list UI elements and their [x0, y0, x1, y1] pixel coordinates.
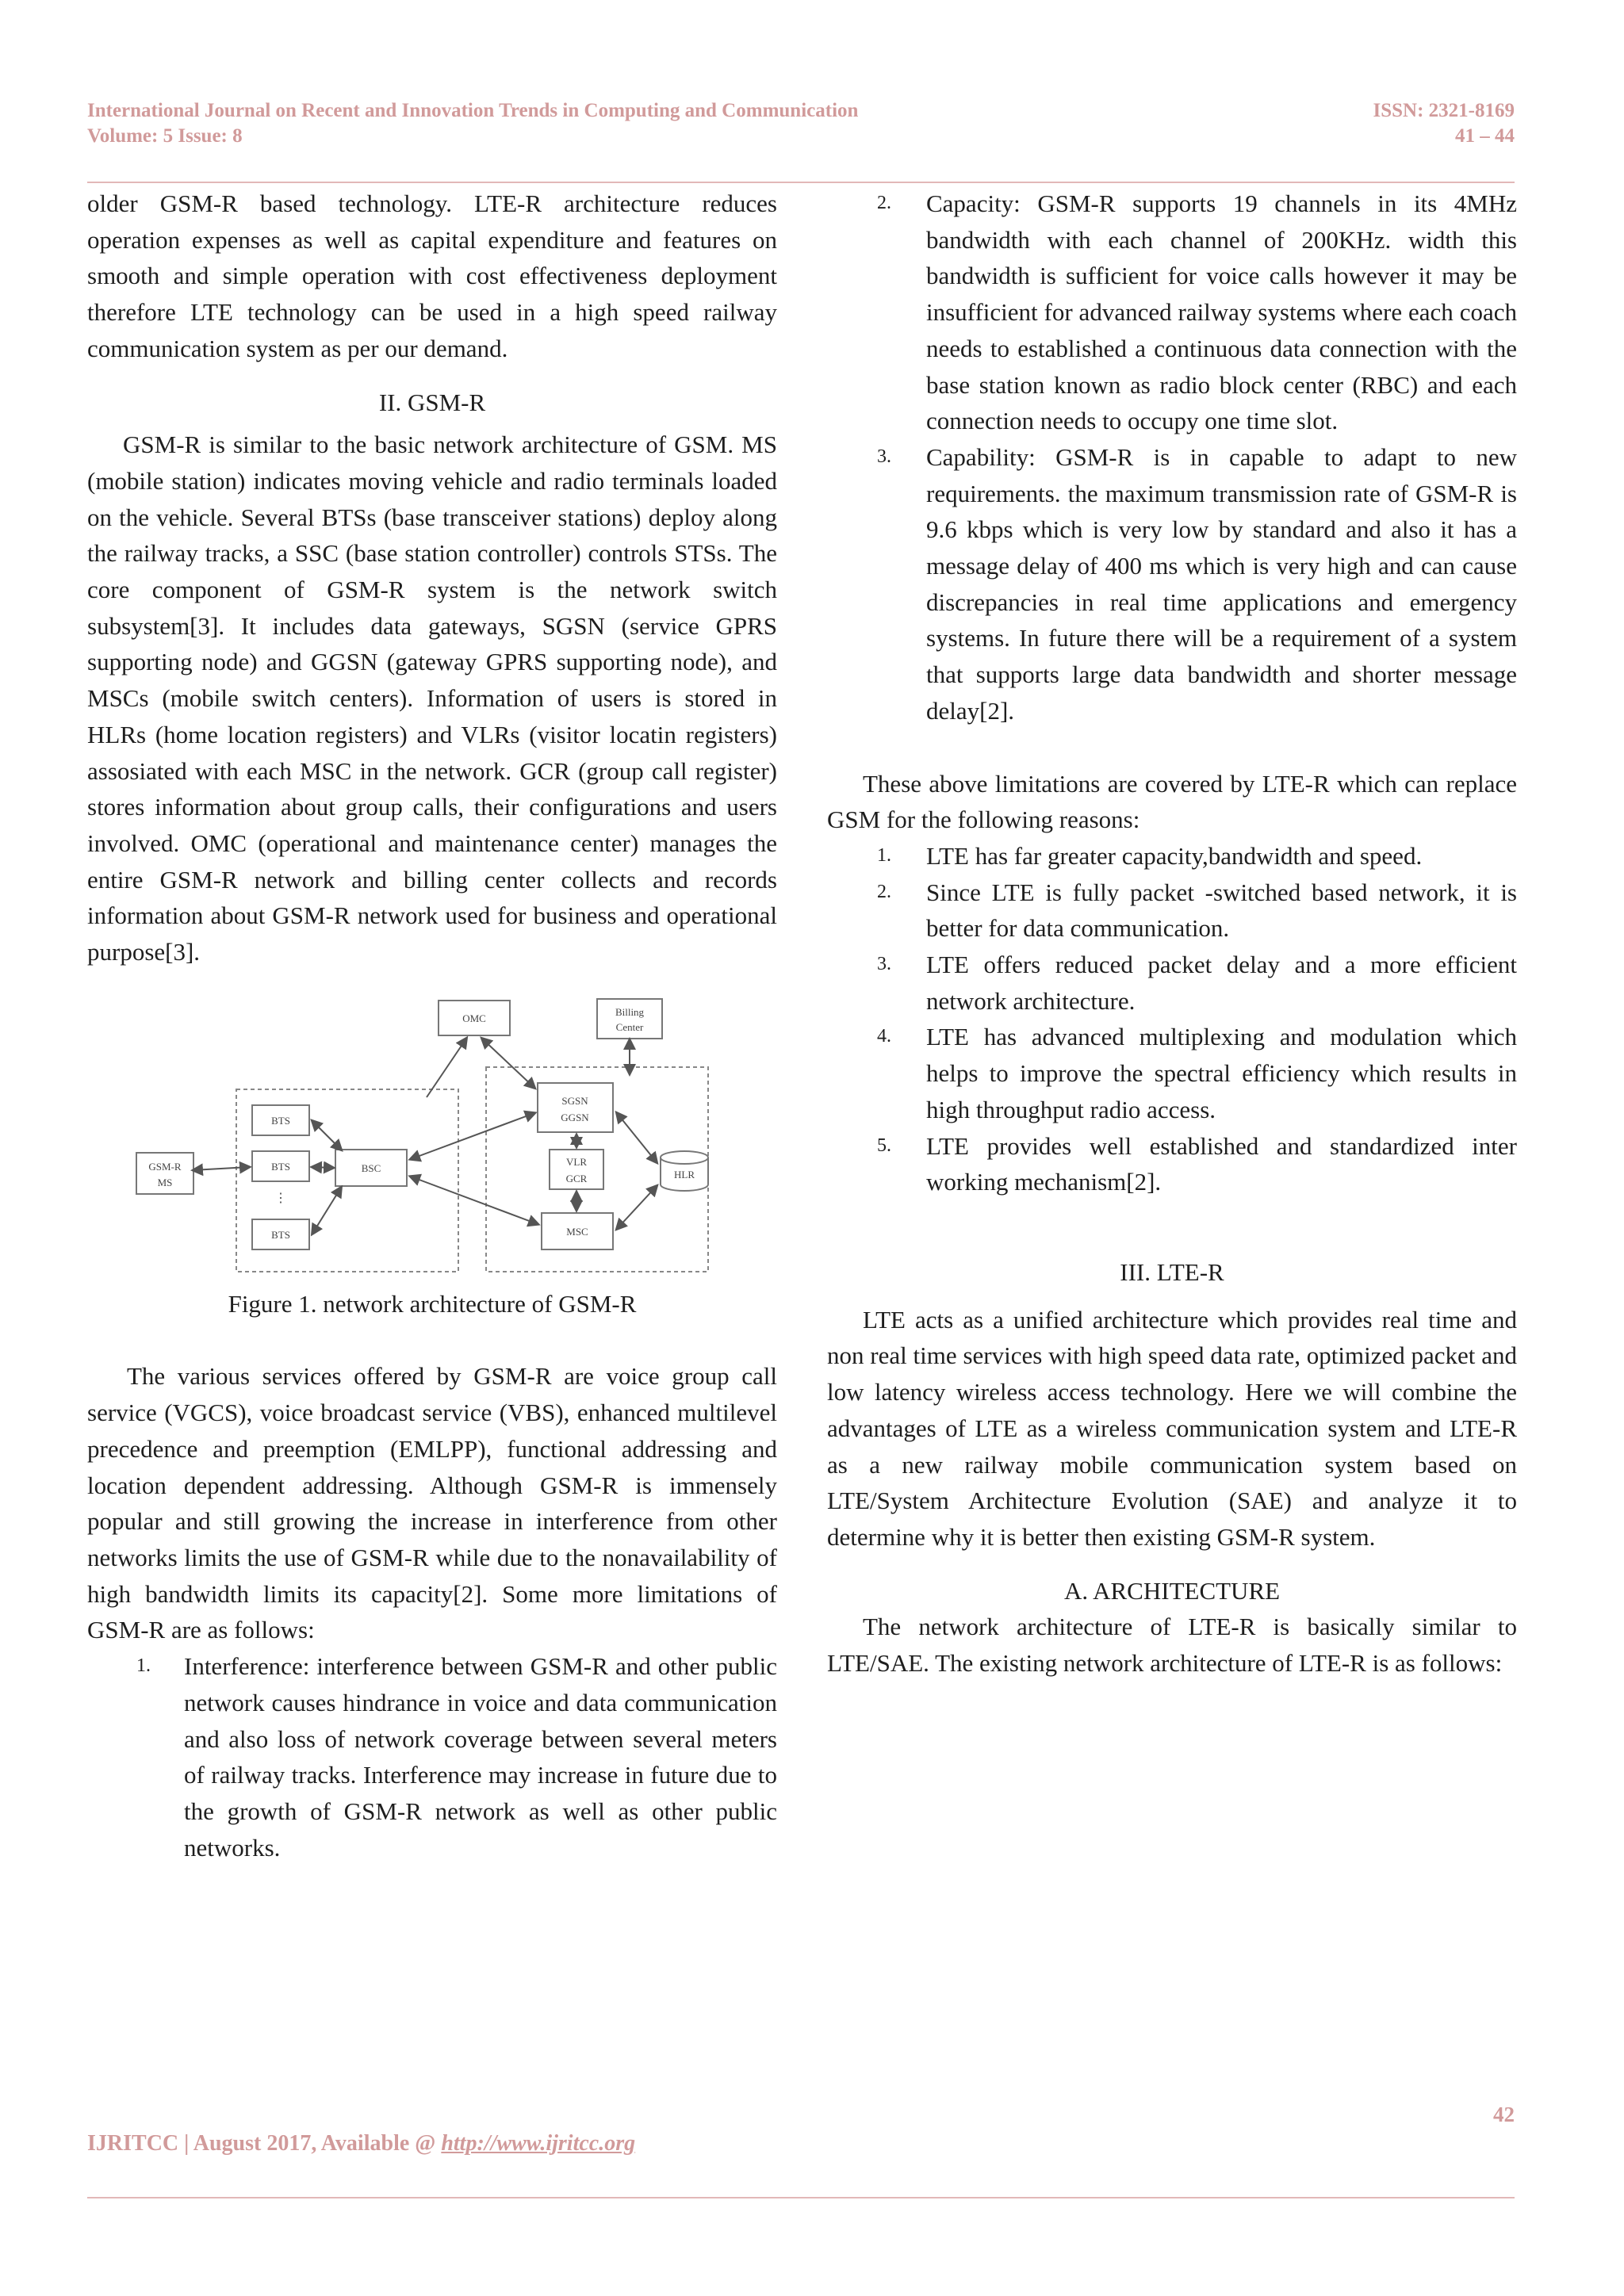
hlr-database: [661, 1151, 708, 1191]
list-item: [87, 1648, 777, 1866]
ms-label-1: GSM-R: [148, 1160, 182, 1173]
list-item: [827, 186, 1517, 439]
list-item: [827, 1019, 1517, 1127]
gcr-label: GCR: [565, 1172, 588, 1184]
vlr-label: VLR: [566, 1155, 587, 1168]
subsection-a-title: A. ARCHITECTURE: [1063, 1576, 1281, 1605]
list-text: Capability: GSM-R is in capable to adapt to new requirements. the maximum transmission rate of GSM-R is 9.6 kbps which is very low by standard and also it has a message delay of 400 ms which is very high and can cause discrepancies in real time applications and emergency systems. In future there will be a requirement of a system that supports large data bandwidth and shorter message delay[2].: [926, 442, 1517, 725]
list-text: Since LTE is fully packet -switched based network, it is better for data communication.: [926, 878, 1517, 943]
msc-label: MSC: [566, 1225, 588, 1238]
list-number: 4.: [877, 1026, 891, 1047]
section-2-title: II. GSM-R: [378, 388, 486, 416]
sgsn-label: SGSN: [561, 1094, 588, 1107]
lte-reasons-list: [827, 838, 1517, 1200]
list-item: [827, 874, 1517, 947]
sgsn-ggsn-box: [538, 1083, 613, 1132]
section-2-paragraph: GSM-R is similar to the basic network architecture of GSM. MS (mobile station) indicates moving vehicle and radio terminals loaded on the vehicle. Several BTSs (base transceiver stations) deploy along the railway tracks, a SSC (base station controller) controls STSs. The core component of GSM-R system is the network switch subsystem[3]. It includes data gateways, SGSN (service GPRS supporting node) and GGSN (gateway GPRS supporting node), and MSCs (mobile switch centers). Information of users is stored in HLRs (home location registers) and VLRs (visitor locatin registers) assosiated with each MSC in the network. GCR (group call register) stores information about group calls, their configurations and users involved. OMC (operational and maintenance center) manages the entire GSM-R network and billing center collects and records information about GSM-R network used for business and operational purpose[3].: [87, 430, 777, 966]
list-number: 1.: [877, 844, 891, 866]
issn: ISSN: 2321-8169: [1373, 100, 1515, 121]
list-text: LTE provides well established and standardized inter working mechanism[2].: [926, 1131, 1517, 1196]
gsmr-architecture-diagram: [133, 994, 760, 1281]
bts-label-2: BTS: [271, 1160, 290, 1173]
running-header-left: [87, 98, 858, 149]
list-number: 2.: [877, 193, 891, 213]
omc-label: OMC: [462, 1012, 486, 1024]
billing-label-1: Billing: [615, 1005, 645, 1018]
subsection-a-paragraph: The network architecture of LTE-R is basically similar to LTE/SAE. The existing network architecture of LTE-R is as follows:: [827, 1613, 1517, 1678]
bsc-label: BSC: [361, 1161, 381, 1174]
services-paragraph: The various services offered by GSM-R are voice group call service (VGCS), voice broadcast service (VBS), enhanced multilevel precedence and preemption (EMLPP), functional addressing and location dependent addressing. Although GSM-R is immensely popular and still growing the increase in interference from other networks limits the use of GSM-R while due to the nonavailability of high bandwidth limits its capacity[2]. Some more limitations of GSM-R are as follows:: [87, 1362, 777, 1644]
list-number: 5.: [877, 1135, 891, 1156]
list-text: LTE has advanced multiplexing and modulation which helps to improve the spectral efficiency which results in high throughput radio access.: [926, 1023, 1517, 1123]
list-text: LTE has far greater capacity,bandwidth and speed.: [926, 841, 1423, 870]
page-number: 42: [1493, 2103, 1515, 2126]
lte-intro-paragraph: These above limitations are covered by LTE-R which can replace GSM for the following reasons:: [827, 769, 1517, 834]
running-header-right: [1373, 98, 1515, 149]
bts-label-3: BTS: [271, 1228, 290, 1241]
list-text: Capacity: GSM-R supports 19 channels in its 4MHz bandwidth with each channel of 200KHz. width this bandwidth is sufficient for voice calls however it may be insufficient for advanced railway systems where each coach needs to established a continuous data connection with the base station known as radio block center (RBC) and each connection needs to occupy one time slot.: [926, 189, 1517, 435]
volume-issue: Volume: 5 Issue: 8: [87, 125, 243, 147]
footer-link[interactable]: http://www.ijritcc.org: [441, 2131, 636, 2156]
limitations-list-right: [827, 186, 1517, 729]
list-text: Interference: interference between GSM-R and other public network causes hindrance in voice and data communication and also loss of network coverage between several meters of railway tracks. Interference may increase in future due to the growth of GSM-R network as well as other public networks.: [184, 1652, 777, 1862]
intro-paragraph: older GSM-R based technology. LTE-R architecture reduces operation expenses as well as capital expenditure and features on smooth and simple operation with cost effectiveness deployment therefore LTE technology can be used in a high speed railway communication system as per our demand.: [87, 189, 777, 362]
billing-label-2: Center: [615, 1020, 644, 1033]
footer-rule: [87, 2197, 1515, 2198]
bts-label-1: BTS: [271, 1114, 290, 1127]
footer-text: IJRITCC | August 2017, Available @: [87, 2131, 442, 2156]
left-column: [87, 186, 777, 1866]
ms-label-2: MS: [157, 1176, 173, 1188]
list-number: 1.: [136, 1655, 151, 1677]
page-range: 41 – 44: [1455, 125, 1515, 147]
section-3-title: III. LTE-R: [1120, 1257, 1224, 1286]
figure-1-caption: Figure 1. network architecture of GSM-R: [228, 1289, 637, 1318]
right-column: [827, 186, 1517, 1682]
header-rule: [87, 182, 1515, 183]
section-3-paragraph: LTE acts as a unified architecture which provides real time and non real time services with high speed data rate, optimized packet and low latency wireless access technology. Here we will combine the advantages of LTE as a wireless communication system and LTE-R as a new railway mobile communication system based on LTE/System Architecture Evolution (SAE) and analyze it to determine why it is better then existing GSM-R system.: [827, 1305, 1517, 1551]
figure-1: [87, 994, 777, 1281]
list-item: [827, 439, 1517, 729]
list-item: [827, 1128, 1517, 1200]
bts-ellipsis: ⋮: [274, 1191, 287, 1205]
limitations-list-left: [87, 1648, 777, 1866]
ggsn-label: GGSN: [561, 1111, 589, 1123]
list-text: LTE offers reduced packet delay and a more efficient network architecture.: [926, 951, 1517, 1015]
list-item: [827, 838, 1517, 874]
list-number: 3.: [877, 954, 891, 975]
footer: [87, 2131, 635, 2156]
journal-title: International Journal on Recent and Innovation Trends in Computing and Communication: [87, 100, 859, 121]
list-number: 2.: [877, 881, 891, 902]
hlr-label: HLR: [674, 1168, 695, 1181]
list-number: 3.: [877, 446, 891, 467]
list-item: [827, 947, 1517, 1019]
